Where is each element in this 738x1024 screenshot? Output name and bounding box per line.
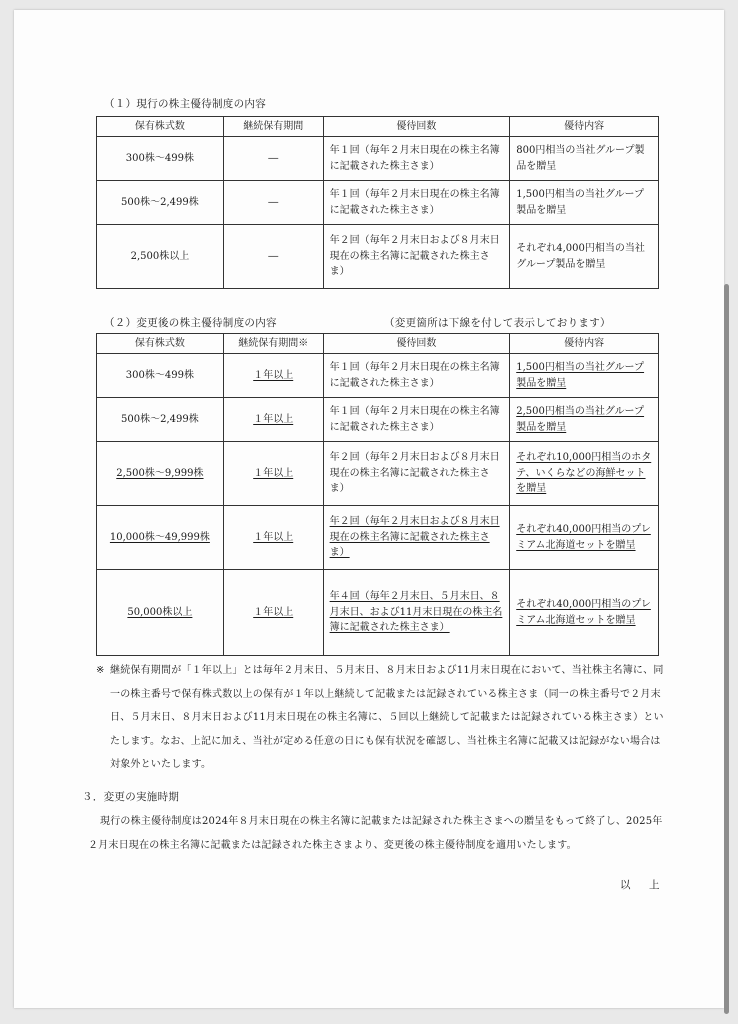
- cell-content: 1,500円相当の当社グループ製品を贈呈: [510, 181, 659, 225]
- cell-times: 年４回（毎年２月末日、５月末日、８月末日、および11月末日現在の株主名簿に記載された株主さま）: [323, 570, 510, 656]
- header-period: 継続保有期間※: [223, 334, 323, 354]
- cell-shares: 2,500株〜9,999株: [97, 442, 224, 506]
- section3-title: ３．変更の実施時期: [82, 791, 180, 803]
- header-shares: 保有株式数: [97, 334, 224, 354]
- header-shares: 保有株式数: [97, 117, 224, 137]
- cell-period: ―: [223, 181, 323, 225]
- section2-title: （２）変更後の株主優待制度の内容: [104, 317, 277, 329]
- table-header-row: [97, 117, 659, 137]
- cell-times: 年２回（毎年２月末日および８月末日現在の株主名簿に記載された株主さま）: [323, 506, 510, 570]
- scrollbar[interactable]: [724, 284, 729, 1014]
- cell-content: それぞれ4,000円相当の当社グループ製品を贈呈: [510, 225, 659, 289]
- cell-shares: 500株〜2,499株: [97, 181, 224, 225]
- table-row: [97, 398, 659, 442]
- header-period: 継続保有期間: [223, 117, 323, 137]
- cell-shares: 10,000株〜49,999株: [97, 506, 224, 570]
- cell-period: ―: [223, 225, 323, 289]
- header-content: 優待内容: [510, 117, 659, 137]
- cell-content: それぞれ40,000円相当のプレミアム北海道セットを贈呈: [510, 570, 659, 656]
- section3-body: 現行の株主優待制度は2024年８月末日現在の株主名簿に記載または記録された株主さまへの贈呈をもって終了し、2025年２月末日現在の株主名簿に記載または記録された株主さまより、変更後の株主優待制度を適用いたします。: [88, 816, 663, 851]
- cell-shares: 500株〜2,499株: [97, 398, 224, 442]
- footnote: [96, 659, 664, 777]
- header-content: 優待内容: [510, 334, 659, 354]
- cell-times: 年１回（毎年２月末日現在の株主名簿に記載された株主さま）: [323, 354, 510, 398]
- header-times: 優待回数: [323, 334, 510, 354]
- cell-period: １年以上: [223, 570, 323, 656]
- cell-period: １年以上: [223, 398, 323, 442]
- cell-period: １年以上: [223, 506, 323, 570]
- table-row: [97, 354, 659, 398]
- current-benefits-table: [96, 116, 659, 289]
- cell-times: 年２回（毎年２月末日および８月末日現在の株主名簿に記載された株主さま）: [323, 225, 510, 289]
- cell-content: それぞれ10,000円相当のホタテ、いくらなどの海鮮セットを贈呈: [510, 442, 659, 506]
- cell-times: 年２回（毎年２月末日および８月末日現在の株主名簿に記載された株主さま）: [323, 442, 510, 506]
- cell-content: 2,500円相当の当社グループ製品を贈呈: [510, 398, 659, 442]
- table-header-row: [97, 334, 659, 354]
- table-row: [97, 506, 659, 570]
- cell-content: 800円相当の当社グループ製品を贈呈: [510, 137, 659, 181]
- table-row: [97, 181, 659, 225]
- cell-content: それぞれ40,000円相当のプレミアム北海道セットを贈呈: [510, 506, 659, 570]
- cell-shares: 300株〜499株: [97, 137, 224, 181]
- footnote-text: 継続保有期間が「１年以上」とは毎年２月末日、５月末日、８月末日および11月末日現在において、当社株主名簿に、同一の株主番号で保有株式数以上の保有が１年以上継続して記載または記録されている株主さま（同一の株主番号で２月末日、５月末日、８月末日および11月末日現在の株主名簿に、５回以上継続して記載または記録されている株主さま）といたします。なお、上記に加え、当社が定める任意の日にも保有状況を確認し、当社株主名簿に記載又は記録がない場合は対象外といたします。: [110, 665, 664, 770]
- cell-shares: 300株〜499株: [97, 354, 224, 398]
- new-benefits-table: [96, 333, 659, 656]
- table-row: [97, 570, 659, 656]
- cell-period: ―: [223, 137, 323, 181]
- cell-times: 年１回（毎年２月末日現在の株主名簿に記載された株主さま）: [323, 137, 510, 181]
- cell-period: １年以上: [223, 442, 323, 506]
- cell-period: １年以上: [223, 354, 323, 398]
- section1-title: （１）現行の株主優待制度の内容: [104, 98, 266, 110]
- cell-content: 1,500円相当の当社グループ製品を贈呈: [510, 354, 659, 398]
- closing-mark: 以 上: [620, 879, 664, 891]
- cell-shares: 50,000株以上: [97, 570, 224, 656]
- section2-change-note: （変更箇所は下線を付して表示しております）: [384, 317, 611, 329]
- cell-shares: 2,500株以上: [97, 225, 224, 289]
- cell-times: 年１回（毎年２月末日現在の株主名簿に記載された株主さま）: [323, 181, 510, 225]
- footnote-mark: ※: [96, 665, 105, 676]
- cell-times: 年１回（毎年２月末日現在の株主名簿に記載された株主さま）: [323, 398, 510, 442]
- table-row: [97, 225, 659, 289]
- table-row: [97, 137, 659, 181]
- header-times: 優待回数: [323, 117, 510, 137]
- table-row: [97, 442, 659, 506]
